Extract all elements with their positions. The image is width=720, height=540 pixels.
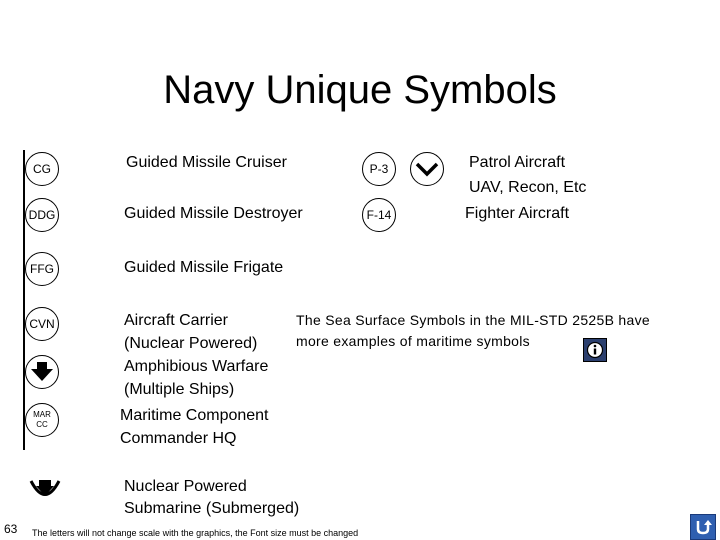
ddg-label: Guided Missile Destroyer bbox=[124, 205, 303, 222]
return-navigation-button[interactable] bbox=[690, 514, 716, 540]
submarine-symbol-icon bbox=[28, 478, 62, 502]
note-line2: more examples of maritime symbols bbox=[296, 333, 530, 349]
ffg-symbol-text: FFG bbox=[30, 262, 54, 276]
uav-chevron-icon bbox=[415, 160, 439, 178]
cg-label: Guided Missile Cruiser bbox=[126, 154, 287, 171]
p3-symbol bbox=[362, 152, 396, 186]
submarine-label-line1: Nuclear Powered bbox=[124, 478, 247, 495]
mcc-label-line2: Commander HQ bbox=[120, 430, 237, 447]
cvn-label-line1: Aircraft Carrier bbox=[124, 312, 229, 329]
submarine-label-line2: Submarine (Submerged) bbox=[124, 500, 300, 517]
uav-symbol bbox=[410, 152, 444, 186]
ddg-symbol-text: DDG bbox=[28, 208, 56, 222]
return-navigation-icon bbox=[694, 518, 712, 536]
cg-symbol-text: CG bbox=[33, 162, 51, 176]
marcc-symbol bbox=[25, 403, 59, 437]
ffg-label: Guided Missile Frigate bbox=[124, 259, 284, 276]
patrol-aircraft-label: Patrol Aircraft bbox=[469, 154, 566, 171]
ffg-symbol bbox=[25, 252, 59, 286]
cvn-label-line2: (Nuclear Powered) bbox=[124, 335, 258, 352]
cvn-symbol bbox=[25, 307, 59, 341]
f14-symbol-text: F-14 bbox=[366, 208, 392, 222]
ddg-symbol bbox=[25, 198, 59, 232]
footnote: The letters will not change scale with the graphics, the Font size must be changed bbox=[32, 528, 359, 538]
amphibious-symbol bbox=[25, 355, 59, 389]
f14-symbol bbox=[362, 198, 396, 232]
mcc-label-line1: Maritime Component bbox=[120, 407, 269, 424]
amphibious-label-line2: (Multiple Ships) bbox=[124, 381, 235, 398]
symbol-stem-line bbox=[23, 150, 25, 450]
note-line1: The Sea Surface Symbols in the MIL-STD 2525B have bbox=[296, 312, 650, 328]
info-button[interactable] bbox=[583, 338, 607, 362]
amphibious-label-line1: Amphibious Warfare bbox=[124, 358, 269, 375]
marcc-symbol-text-1: MAR bbox=[33, 410, 51, 419]
info-icon bbox=[586, 341, 604, 359]
amphibious-arrow-icon bbox=[29, 361, 55, 383]
cg-symbol bbox=[25, 152, 59, 186]
page-title: Navy Unique Symbols bbox=[163, 68, 557, 112]
cvn-symbol-text: CVN bbox=[29, 317, 55, 331]
page-number: 63 bbox=[4, 522, 18, 536]
fighter-aircraft-label: Fighter Aircraft bbox=[465, 205, 570, 222]
p3-symbol-text: P-3 bbox=[369, 162, 389, 176]
uav-label: UAV, Recon, Etc bbox=[469, 179, 587, 196]
marcc-symbol-text-2: CC bbox=[36, 420, 48, 429]
